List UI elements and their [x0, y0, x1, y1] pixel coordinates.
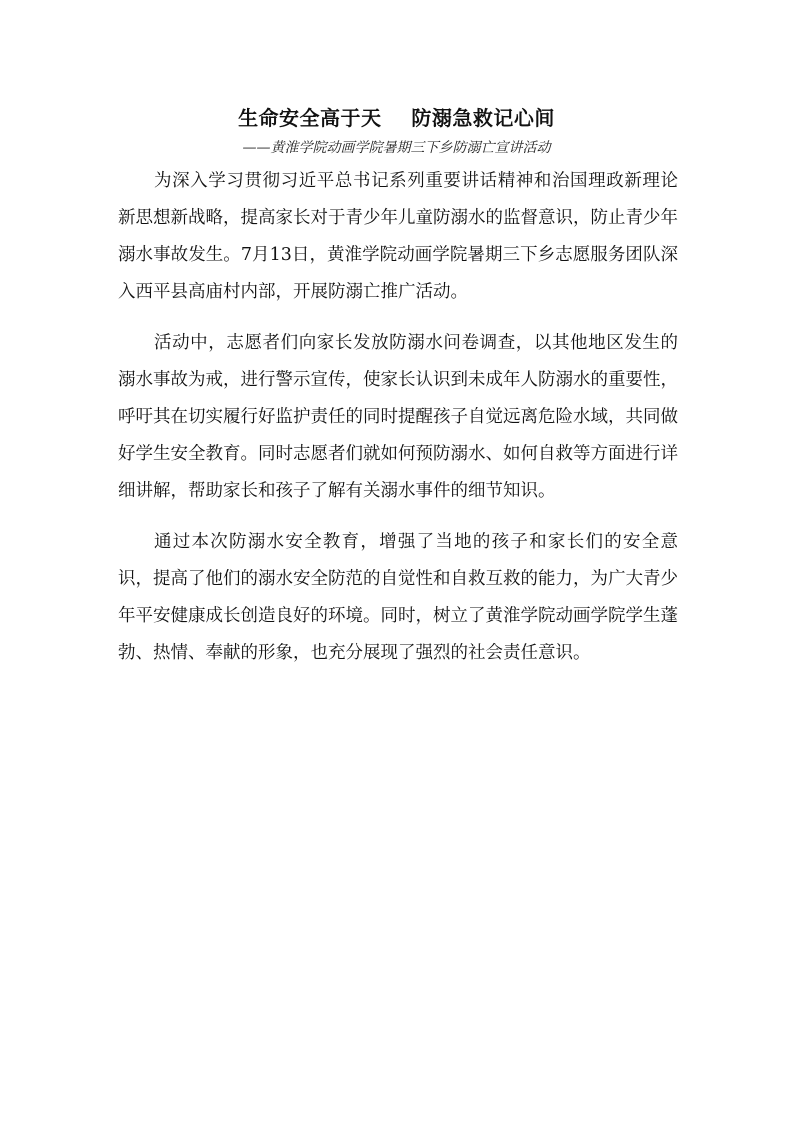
document-subtitle: ——黄淮学院动画学院暑期三下乡防溺亡宣讲活动 — [242, 140, 551, 156]
document-body — [118, 163, 678, 686]
paragraph-1: 为深入学习贯彻习近平总书记系列重要讲话精神和治国理政新理论新思想新战略，提高家长对于青少年儿童防溺水的监督意识，防止青少年溺水事故发生。7月13日，黄淮学院动画学院暑期三下乡志愿服务团队深入西平县高庙村内部，开展防溺亡推广活动。 — [118, 171, 678, 302]
paragraph-2: 活动中，志愿者们向家长发放防溺水问卷调查，以其他地区发生的溺水事故为戒，进行警示宣传，使家长认识到未成年人防溺水的重要性，呼吁其在切实履行好监护责任的同时提醒孩子自觉远离危险水域，共同做好学生安全教育。同时志愿者们就如何预防溺水、如何自救等方面进行详细讲解，帮助家长和孩子了解有关溺水事件的细节知识。 — [118, 333, 678, 501]
document-title: 生命安全高于天 防溺急救记心间 — [238, 106, 555, 130]
paragraph-3: 通过本次防溺水安全教育，增强了当地的孩子和家长们的安全意识，提高了他们的溺水安全防范的自觉性和自救互救的能力，为广大青少年平安健康成长创造良好的环境。同时，树立了黄淮学院动画学院学生蓬勃、热情、奉献的形象，也充分展现了强烈的社会责任意识。 — [118, 532, 678, 663]
